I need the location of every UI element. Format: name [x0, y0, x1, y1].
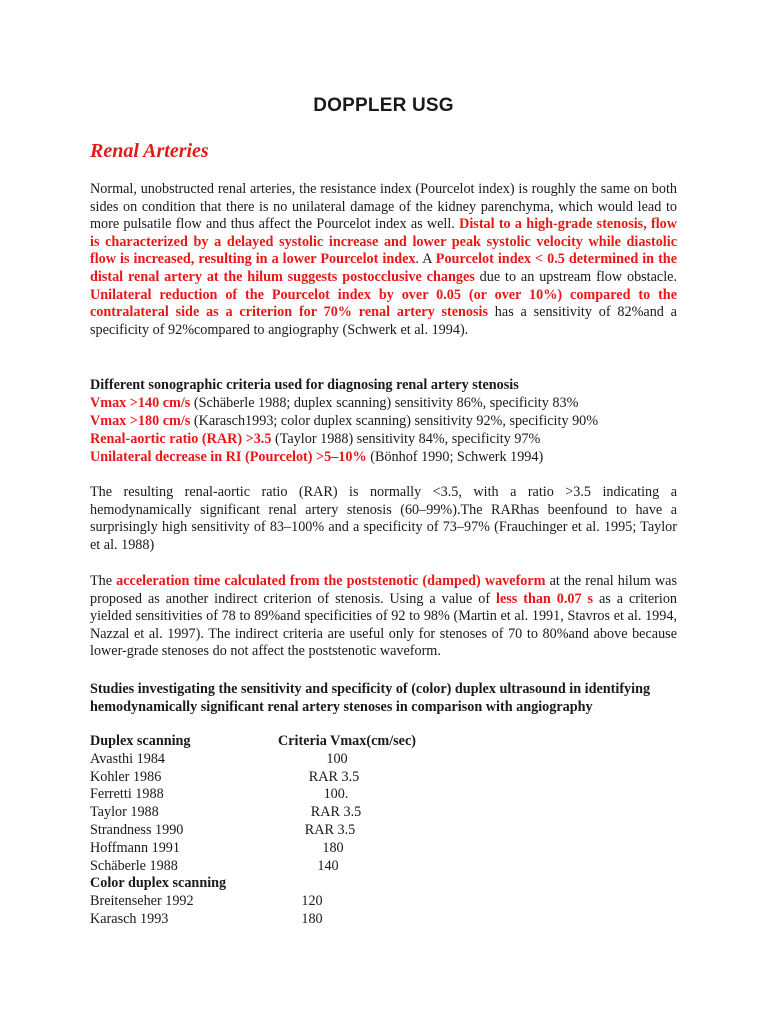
criteria-value: RAR 3.5	[310, 804, 362, 821]
table-row	[90, 822, 677, 840]
section-title: Renal Arteries	[90, 140, 209, 162]
body-text: due to an upstream flow obstacle.	[474, 268, 678, 285]
criteria-value: 120	[301, 893, 323, 910]
criteria-block	[90, 376, 677, 466]
table-row	[90, 858, 677, 876]
table-row	[90, 893, 677, 911]
criteria-value: 100	[326, 750, 348, 767]
body-text: Normal, unobstructed renal arteries, the resistance index (Pourcelot index) is roughly the same on both sides on condition that there is no unilateral damage of the kidney parenchyma, which would lead to more pulsatile flow and thus affect the Pourcelot index as well.	[90, 181, 677, 233]
studies-heading: Studies investigating the sensitivity and specificity of (color) duplex ultrasound in identifying hemodynamically significant renal artery stenoses in comparison with angiography	[90, 681, 651, 715]
criteria-threshold: Renal-aortic ratio (RAR) >3.5	[90, 431, 272, 447]
page-title: DOPPLER USG	[313, 95, 454, 116]
criteria-item	[90, 430, 677, 448]
study-name: Avasthi 1984	[90, 750, 166, 767]
criteria-value: 180	[322, 839, 344, 856]
study-name: Hoffmann 1991	[90, 839, 180, 856]
criteria-threshold: Vmax >140 cm/s	[90, 395, 191, 411]
col-header-criteria: Criteria Vmax(cm/sec)	[277, 733, 417, 749]
study-name: Kohler 1986	[90, 768, 162, 785]
table-row	[90, 786, 677, 804]
table-row	[90, 769, 677, 787]
intro-paragraph	[90, 181, 677, 339]
studies-table	[90, 733, 677, 929]
criteria-value: RAR 3.5	[308, 768, 360, 785]
criteria-value: 140	[317, 857, 339, 874]
duplex-rows	[90, 751, 677, 876]
rar-paragraph: The resulting renal-aortic ratio (RAR) is normally <3.5, with a ratio >3.5 indicating a hemodynamically significant renal artery stenosis (60–99%).The RARhas beenfound to have a surprisingly high sensitivity of 83–100% and a specificity of 73–97% (Frauchinger et al. 1995; Taylor et al. 1988)	[90, 484, 677, 553]
color-rows	[90, 893, 677, 929]
highlight-text: Pourcelot index < 0.5 determined in the distal renal artery at the hilum suggests postocclusive changes	[90, 251, 677, 285]
highlight-text: less than 0.07 s	[496, 590, 594, 607]
body-text: The	[90, 573, 117, 589]
highlight-text: acceleration time calculated from the poststenotic (damped) waveform	[116, 573, 546, 589]
table-row	[90, 840, 677, 858]
color-duplex-header	[90, 875, 677, 893]
table-row	[90, 911, 677, 929]
body-text: as a criterion yielded sensitivities of 78 to 89%and specificities of 92 to 98% (Martin et al. 1991, Stavros et al. 1994, Nazzal et al. 1997). The indirect criteria are useful only for stenoses of 70 to 80%and above because lower-grade stenoses do not affect the poststenotic waveform.	[90, 590, 678, 660]
study-name: Ferretti 1988	[90, 786, 164, 803]
criteria-value: 100.	[323, 786, 349, 803]
criteria-detail: (Karasch1993; color duplex scanning) sensitivity 92%, specificity 90%	[190, 413, 599, 429]
criteria-value: 180	[301, 910, 323, 927]
criteria-detail: (Bönhof 1990; Schwerk 1994)	[366, 449, 544, 465]
highlight-text: Unilateral reduction of the Pourcelot index by over 0.05 (or over 10%) compared to the contralateral side as a criterion for 70% renal artery stenosis	[90, 286, 677, 321]
body-text: has a sensitivity of 82%and a specificity of 92%compared to angiography (Schwerk et al. 1994).	[90, 304, 677, 338]
criteria-detail: (Taylor 1988) sensitivity 84%, specificity 97%	[271, 431, 541, 447]
criteria-list	[90, 394, 677, 466]
criteria-threshold: Unilateral decrease in RI (Pourcelot) >5–10%	[90, 449, 367, 465]
criteria-detail: (Schäberle 1988; duplex scanning) sensitivity 86%, specificity 83%	[190, 395, 579, 411]
criteria-item	[90, 448, 677, 466]
highlight-text: Distal to a high-grade stenosis, flow is characterized by a delayed systolic increase and lower peak systolic velocity while diastolic flow is increased, resulting in a lower Pourcelot index	[90, 216, 677, 268]
table-row	[90, 804, 677, 822]
col-header-duplex: Duplex scanning	[90, 733, 191, 749]
color-duplex-label: Color duplex scanning	[90, 875, 227, 892]
table-row	[90, 751, 677, 769]
study-name: Karasch 1993	[90, 910, 169, 927]
table-header-row	[90, 733, 677, 751]
criteria-threshold: Vmax >180 cm/s	[90, 413, 191, 429]
criteria-value: RAR 3.5	[304, 821, 356, 838]
study-name: Strandness 1990	[90, 821, 184, 838]
criteria-item	[90, 412, 677, 430]
study-name: Taylor 1988	[90, 804, 159, 821]
body-text: at the renal hilum was proposed as another indirect criterion of stenosis. Using a value of	[90, 573, 677, 607]
criteria-item	[90, 394, 677, 412]
study-name: Schäberle 1988	[90, 857, 178, 874]
body-text: . A	[415, 251, 436, 268]
acceleration-paragraph	[90, 573, 677, 661]
criteria-heading: Different sonographic criteria used for diagnosing renal artery stenosis	[90, 377, 519, 393]
study-name: Breitenseher 1992	[90, 893, 194, 910]
